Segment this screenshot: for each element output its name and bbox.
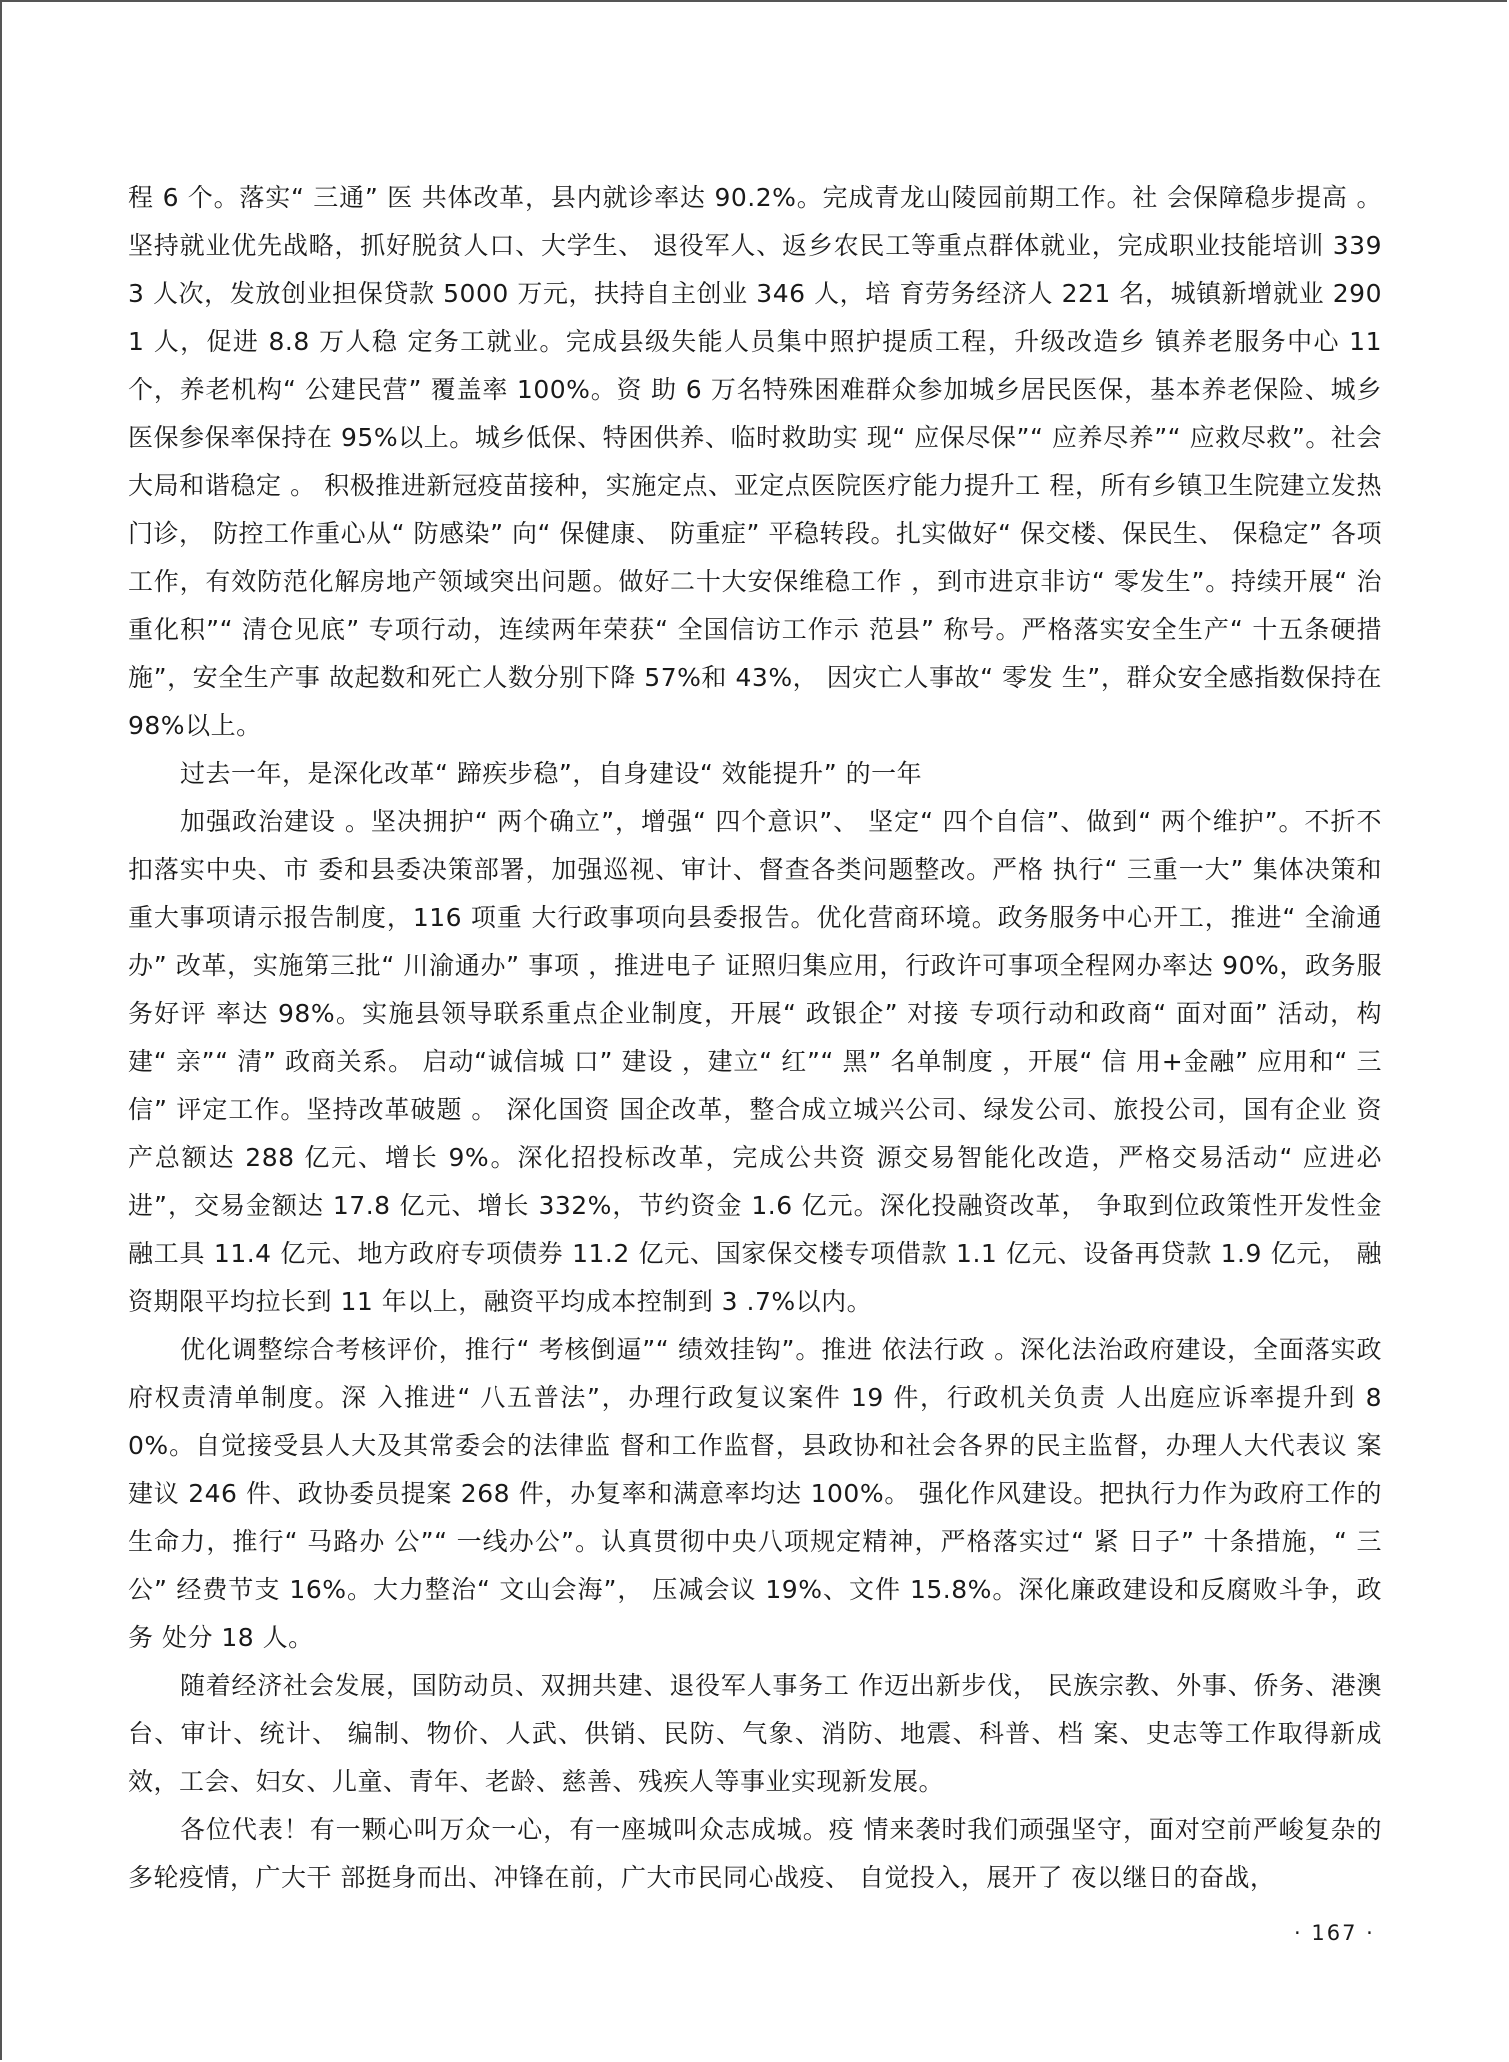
paragraph-assessment-law: 优化调整综合考核评价，推行“ 考核倒逼”“ 绩效挂钩”。推进 依法行政 。深化法治政府建设，全面落实政府权责清单制度。深 入推进“ 八五普法”，办理行政复议案件 19 件，行政机关负责 人出庭应诉率提升到 80%。自觉接受县人大及其常委会的法律监 督和工作监督，县政协和社会各界的民主监督，办理人大代表议 案建议 246 件、政协委员提案 268 件，办复率和满意率均达 100%。 强化作风建设。把执行力作为政府工作的生命力，推行“ 马路办 公”“ 一线办公”。认真贯彻中央八项规定精神，严格落实过“ 紧 日子” 十条措施，“ 三公” 经费节支 16%。大力整治“ 文山会海”， 压减会议 19%、文件 15.8%。深化廉政建设和反腐败斗争，政务 处分 18 人。: [128, 1335, 1382, 1652]
paragraph-political-construction: 加强政治建设 。坚决拥护“ 两个确立”，增强“ 四个意识”、 坚定“ 四个自信”、做到“ 两个维护”。不折不扣落实中央、市 委和县委决策部署，加强巡视、审计、督查各类问题整改。严格 执行“ 三重一大” 集体决策和重大事项请示报告制度，116 项重 大行政事项向县委报告。优化营商环境。政务服务中心开工，推进“ 全渝通办” 改革，实施第三批“ 川渝通办” 事项 ，推进电子 证照归集应用，行政许可事项全程网办率达 90%，政务服务好评 率达 98%。实施县领导联系重点企业制度，开展“ 政银企” 对接 专项行动和政商“ 面对面” 活动，构建“ 亲”“ 清” 政商关系。 启动“诚信城 口” 建设 ，建立“ 红”“ 黑” 名单制度 ，开展“ 信 用+金融” 应用和“ 三信” 评定工作。坚持改革破题 。 深化国资 国企改革，整合成立城兴公司、绿发公司、旅投公司，国有企业 资产总额达 288 亿元、增长 9%。深化招投标改革，完成公共资 源交易智能化改造，严格交易活动“ 应进必进”，交易金额达 17.8 亿元、增长 332%，节约资金 1.6 亿元。深化投融资改革， 争取到位政策性开发性金融工具 11.4 亿元、地方政府专项债券 11.2 亿元、国家保交楼专项借款 1.1 亿元、设备再贷款 1.9 亿元， 融资期限平均拉长到 11 年以上，融资平均成本控制到 3 .7%以内。: [128, 807, 1382, 1316]
paragraph-delegates: 各位代表！有一颗心叫万众一心，有一座城叫众志成城。疫 情来袭时我们顽强坚守，面对空前严峻复杂的多轮疫情，广大干 部挺身而出、冲锋在前，广大市民同心战疫、 自觉投入，展开了 夜以继日的奋战，: [128, 1815, 1382, 1892]
document-body: [128, 174, 1382, 1902]
paragraph-reform-summary: 过去一年，是深化改革“ 蹄疾步稳”，自身建设“ 效能提升” 的一年: [180, 759, 923, 788]
paragraph-social-security: 程 6 个。落实“ 三通” 医 共体改革，县内就诊率达 90.2%。完成青龙山陵园前期工作。社 会保障稳步提高 。 坚持就业优先战略，抓好脱贫人口、大学生、 退役军人、返乡农民工等重点群体就业，完成职业技能培训 3393 人次，发放创业担保贷款 5000 万元，扶持自主创业 346 人，培 育劳务经济人 221 名，城镇新增就业 2901 人，促进 8.8 万人稳 定务工就业。完成县级失能人员集中照护提质工程，升级改造乡 镇养老服务中心 11 个，养老机构“ 公建民营” 覆盖率 100%。资 助 6 万名特殊困难群众参加城乡居民医保，基本养老保险、城乡 医保参保率保持在 95%以上。城乡低保、特困供养、临时救助实 现“ 应保尽保”“ 应养尽养”“ 应救尽救”。社会大局和谐稳定 。 积极推进新冠疫苗接种，实施定点、亚定点医院医疗能力提升工 程，所有乡镇卫生院建立发热门诊， 防控工作重心从“ 防感染” 向“ 保健康、 防重症” 平稳转段。扎实做好“ 保交楼、保民生、 保稳定” 各项工作，有效防范化解房地产领域突出问题。做好二十大安保维稳工作 ，到市进京非访“ 零发生”。持续开展“ 治重化积”“ 清仓见底” 专项行动，连续两年荣获“ 全国信访工作示 范县” 称号。严格落实安全生产“ 十五条硬措施”，安全生产事 故起数和死亡人数分别下降 57%和 43%， 因灾亡人事故“ 零发 生”，群众安全感指数保持在 98%以上。: [128, 183, 1382, 740]
paragraph-other-affairs: 随着经济社会发展，国防动员、双拥共建、退役军人事务工 作迈出新步伐， 民族宗教、外事、侨务、港澳台、审计、统计、 编制、物价、人武、供销、民防、气象、消防、地震、科普、档 案、史志等工作取得新成效，工会、妇女、儿童、青年、老龄、慈善、残疾人等事业实现新发展。: [128, 1671, 1382, 1796]
page-number: · 167 ·: [1294, 1921, 1375, 1945]
